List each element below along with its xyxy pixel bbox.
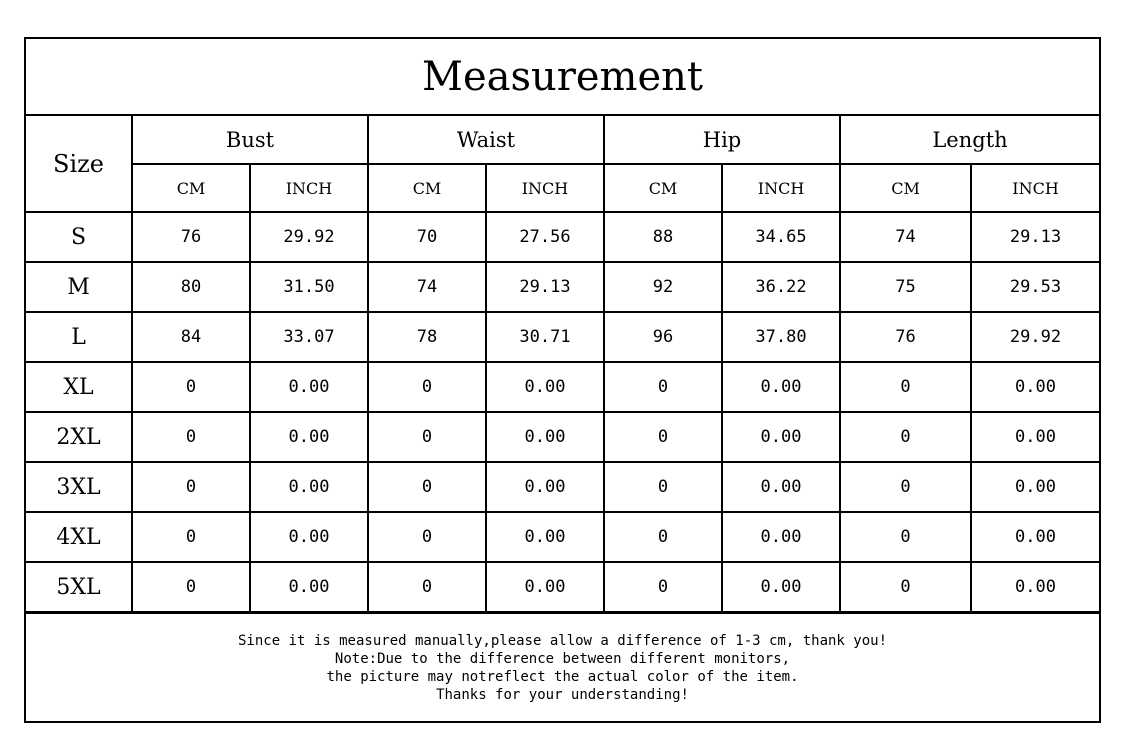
- waist-inch: 0.00: [486, 362, 604, 412]
- length-cm: 74: [840, 212, 971, 262]
- size-label: L: [26, 312, 132, 362]
- length-inch: 29.92: [971, 312, 1099, 362]
- hip-cm: 0: [604, 412, 722, 462]
- waist-cm: 0: [368, 562, 486, 612]
- length-inch: 0.00: [971, 412, 1099, 462]
- hip-inch: 0.00: [722, 412, 840, 462]
- length-cm: 76: [840, 312, 971, 362]
- table-row: [26, 262, 1099, 312]
- length-cm: 0: [840, 362, 971, 412]
- note-line: the picture may notreflect the actual color of the item.: [326, 668, 799, 685]
- hip-cm: 92: [604, 262, 722, 312]
- hip-cm: 88: [604, 212, 722, 262]
- length-inch: 0.00: [971, 462, 1099, 512]
- unit-header-inch: INCH: [250, 164, 368, 212]
- waist-cm: 0: [368, 512, 486, 562]
- bust-cm: 84: [132, 312, 250, 362]
- group-header-hip: Hip: [604, 116, 840, 164]
- waist-cm: 0: [368, 362, 486, 412]
- waist-cm: 0: [368, 462, 486, 512]
- unit-header-cm: CM: [132, 164, 250, 212]
- hip-inch: 0.00: [722, 512, 840, 562]
- bust-inch: 0.00: [250, 412, 368, 462]
- waist-inch: 0.00: [486, 562, 604, 612]
- table-row: [26, 312, 1099, 362]
- size-label: S: [26, 212, 132, 262]
- bust-cm: 0: [132, 412, 250, 462]
- size-table: [26, 116, 1099, 613]
- length-inch: 0.00: [971, 562, 1099, 612]
- bust-inch: 0.00: [250, 462, 368, 512]
- hip-cm: 0: [604, 562, 722, 612]
- hip-inch: 0.00: [722, 562, 840, 612]
- bust-inch: 29.92: [250, 212, 368, 262]
- table-row: [26, 362, 1099, 412]
- length-inch: 29.13: [971, 212, 1099, 262]
- measurement-chart: [24, 37, 1101, 723]
- hip-cm: 0: [604, 512, 722, 562]
- waist-inch: 0.00: [486, 462, 604, 512]
- size-label: 2XL: [26, 412, 132, 462]
- table-row: [26, 412, 1099, 462]
- hip-inch: 34.65: [722, 212, 840, 262]
- hip-inch: 0.00: [722, 362, 840, 412]
- waist-inch: 0.00: [486, 512, 604, 562]
- length-cm: 0: [840, 562, 971, 612]
- length-cm: 0: [840, 412, 971, 462]
- unit-header-inch: INCH: [486, 164, 604, 212]
- waist-cm: 70: [368, 212, 486, 262]
- note-line: Note:Due to the difference between different monitors,: [334, 650, 791, 667]
- waist-inch: 0.00: [486, 412, 604, 462]
- waist-inch: 27.56: [486, 212, 604, 262]
- size-label: XL: [26, 362, 132, 412]
- unit-header-inch: INCH: [722, 164, 840, 212]
- unit-header-cm: CM: [604, 164, 722, 212]
- length-inch: 29.53: [971, 262, 1099, 312]
- table-row: [26, 462, 1099, 512]
- waist-cm: 74: [368, 262, 486, 312]
- hip-inch: 0.00: [722, 462, 840, 512]
- hip-cm: 0: [604, 462, 722, 512]
- length-cm: 0: [840, 462, 971, 512]
- size-label: 3XL: [26, 462, 132, 512]
- group-header-length: Length: [840, 116, 1099, 164]
- bust-cm: 80: [132, 262, 250, 312]
- table-row: [26, 512, 1099, 562]
- length-cm: 75: [840, 262, 971, 312]
- size-label: 4XL: [26, 512, 132, 562]
- bust-inch: 0.00: [250, 362, 368, 412]
- waist-cm: 0: [368, 412, 486, 462]
- bust-inch: 0.00: [250, 562, 368, 612]
- length-inch: 0.00: [971, 512, 1099, 562]
- unit-header-cm: CM: [840, 164, 971, 212]
- unit-header-cm: CM: [368, 164, 486, 212]
- table-row: [26, 562, 1099, 612]
- group-header-bust: Bust: [132, 116, 368, 164]
- bust-cm: 0: [132, 362, 250, 412]
- hip-cm: 0: [604, 362, 722, 412]
- unit-header-inch: INCH: [971, 164, 1099, 212]
- hip-cm: 96: [604, 312, 722, 362]
- size-label: 5XL: [26, 562, 132, 612]
- table-row: [26, 212, 1099, 262]
- group-header-waist: Waist: [368, 116, 604, 164]
- bust-cm: 0: [132, 512, 250, 562]
- note-line: Thanks for your understanding!: [436, 686, 689, 703]
- length-cm: 0: [840, 512, 971, 562]
- hip-inch: 36.22: [722, 262, 840, 312]
- disclaimer-note: [26, 612, 1099, 721]
- bust-cm: 0: [132, 562, 250, 612]
- waist-cm: 78: [368, 312, 486, 362]
- waist-inch: 29.13: [486, 262, 604, 312]
- bust-cm: 76: [132, 212, 250, 262]
- hip-inch: 37.80: [722, 312, 840, 362]
- waist-inch: 30.71: [486, 312, 604, 362]
- length-inch: 0.00: [971, 362, 1099, 412]
- bust-inch: 33.07: [250, 312, 368, 362]
- chart-title: Measurement: [26, 39, 1099, 116]
- size-label: M: [26, 262, 132, 312]
- bust-cm: 0: [132, 462, 250, 512]
- size-header: Size: [26, 116, 132, 212]
- note-line: Since it is measured manually,please allow a difference of 1-3 cm, thank you!: [237, 632, 887, 649]
- bust-inch: 31.50: [250, 262, 368, 312]
- bust-inch: 0.00: [250, 512, 368, 562]
